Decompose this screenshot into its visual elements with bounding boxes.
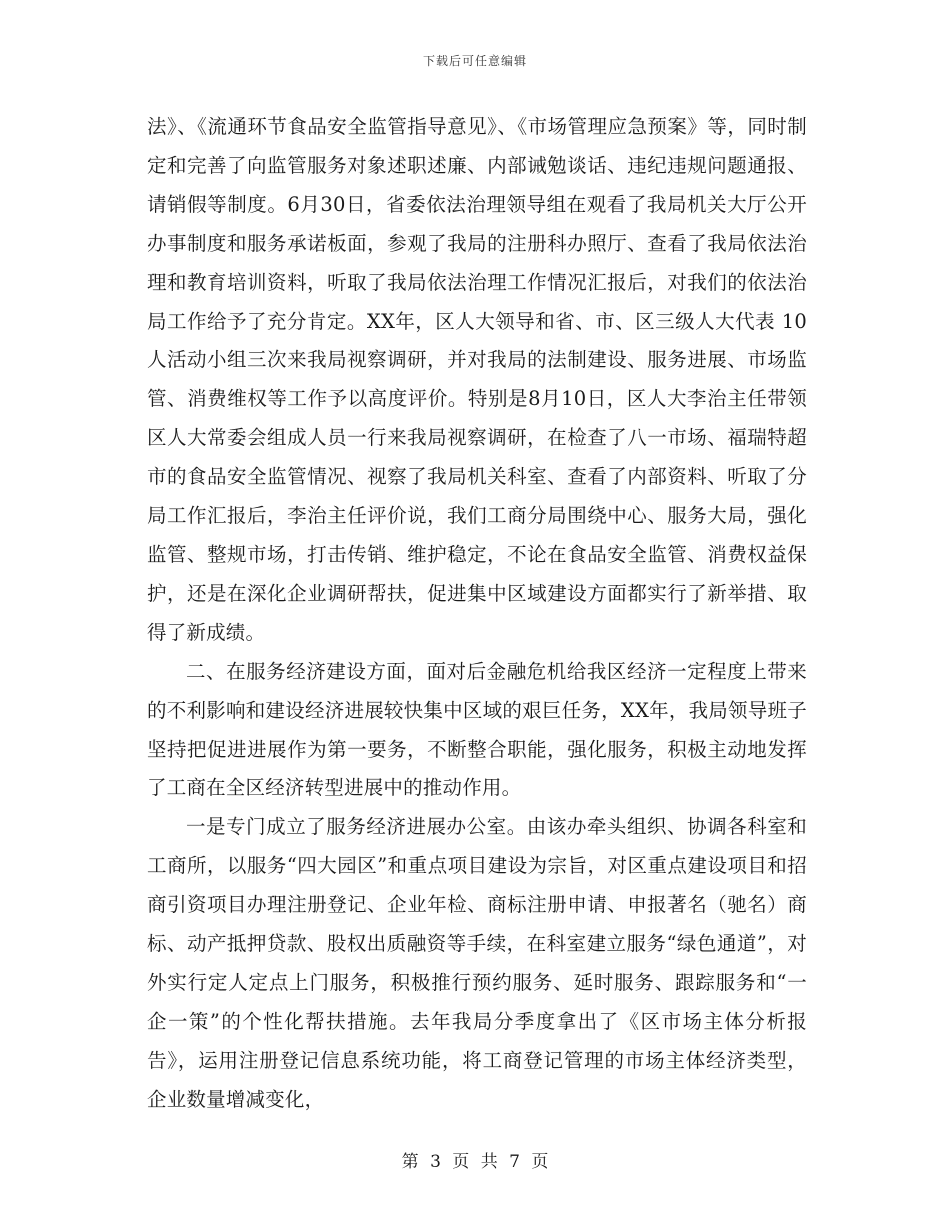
page-number: 第 3 页 共 7 页 [401,1152,549,1172]
document-body [147,108,807,1120]
paragraph-2: 二、在服务经济建设方面，面对后金融危机给我区经济一定程度上带来的不利影响和建设经济进展较快集中区域的艰巨任务，XX年，我局领导班子坚持把促进进展作为第一要务，不断整合职能，强化服务，积极主动地发挥了工商在全区经济转型进展中的推动作用。 [147,659,807,800]
page-header: 下载后可任意编辑 [422,54,527,68]
paragraph-3: 一是专门成立了服务经济进展办公室。由该办牵头组织、协调各科室和工商所，以服务“四大园区”和重点项目建设为宗旨，对区重点建设项目和招商引资项目办理注册登记、企业年检、商标注册申请、申报著名（驰名）商标、动产抵押贷款、股权出质融资等手续，在科室建立服务“绿色通道”，对外实行定人定点上门服务，积极推行预约服务、延时服务、跟踪服务和“一企一策”的个性化帮扶措施。去年我局分季度拿出了《区市场主体分析报告》，运用注册登记信息系统功能，将工商登记管理的市场主体经济类型，企业数量增减变化， [147,815,807,1111]
paragraph-1: 法》、《流通环节食品安全监管指导意见》、《市场管理应急预案》等，同时制定和完善了向监管服务对象述职述廉、内部诫勉谈话、违纪违规问题通报、请销假等制度。6月30日，省委依法治理领导组在观看了我局机关大厅公开办事制度和服务承诺板面，参观了我局的注册科办照厅、查看了我局依法治理和教育培训资料，听取了我局依法治理工作情况汇报后，对我们的依法治局工作给予了充分肯定。XX年，区人大领导和省、市、区三级人大代表 10人活动小组三次来我局视察调研，并对我局的法制建设、服务进展、市场监管、消费维权等工作予以高度评价。特别是8月10日，区人大李治主任带领区人大常委会组成人员一行来我局视察调研，在检查了八一市场、福瑞特超市的食品安全监管情况、视察了我局机关科室、查看了内部资料、听取了分局工作汇报后，李治主任评价说，我们工商分局围绕中心、服务大局，强化监管、整规市场，打击传销、维护稳定，不论在食品安全监管、消费权益保护，还是在深化企业调研帮扶，促进集中区域建设方面都实行了新举措、取得了新成绩。 [147,115,807,644]
